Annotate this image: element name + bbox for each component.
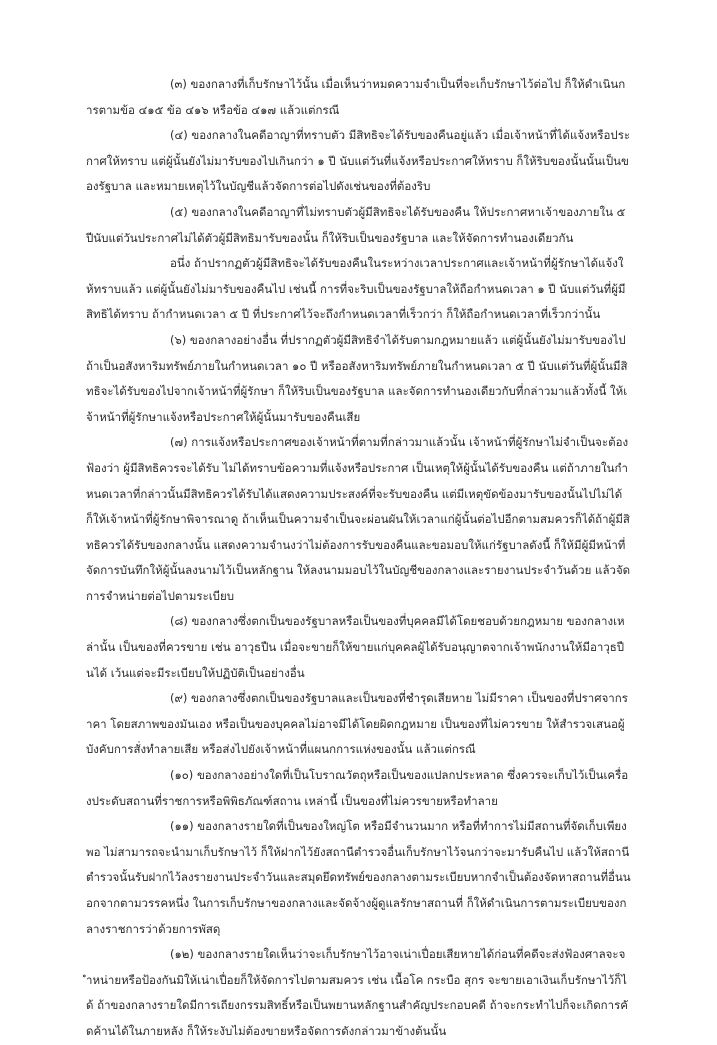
- paragraph-7: (๗) การแจ้งหรือประกาศของเจ้าหน้าที่ตามที่กล่าวมาแล้วนั้น เจ้าหน้าที่ผู้รักษาไม่จำเป็นจะต้องฟ้องว่า ผู้มีสิทธิควรจะได้รับ ไม่ได้ทราบข้อความที่แจ้งหรือประกาศ เป็นเหตุให้ผู้นั้นได้รับของคืน แต่ถ้าภายในกำหนดเวลาที่กล่าวนั้นมีสิทธิควรได้รับได้แสดงความประสงค์ที่จะรับของคืน แต่มีเหตุขัดข้องมารับของนั้นไปไม่ได้ ก็ให้เจ้าหน้าที่ผู้รักษาพิจารณาดู ถ้าเห็นเป็นความจำเป็นจะผ่อนผันให้เวลาแก่ผู้นั้นต่อไปอีกตามสมควรก็ได้ถ้าผู้มีสิทธิควรได้รับของกลางนั้น แสดงความจำนงว่าไม่ต้องการรับของคืนและขอมอบให้แก่รัฐบาลดังนี้ ก็ให้มีผู้มีหน้าที่จัดการบันทึกให้ผู้นั้นลงนามไว้เป็นหลักฐาน ให้ลงนามมอบไว้ในบัญชีของกลางและรายงานประจำวันด้วย แล้วจัดการจำหน่ายต่อไปตามระเบียบ: [86, 435, 631, 603]
- paragraph-11: (๑๑) ของกลางรายใดที่เป็นของใหญ่โต หรือมีจำนวนมาก หรือที่ทำการไม่มีสถานที่จัดเก็บเพียงพอ ไม่สามารถจะนำมาเก็บรักษาไว้ ก็ให้ฝากไว้ยังสถานีตำรวจอื่นเก็บรักษาไว้จนกว่าจะมารับคืนไป แล้วให้สถานีตำรวจนั้นรับฝากไว้ลงรายงานประจำวันและสมุดยึดทรัพย์ของกลางตามระเบียบหากจำเป็นต้องจัดหาสถานที่อื่นนอกจากตามวรรคหนึ่ง ในการเก็บรักษาของกลางและจัดจ้างผู้ดูแลรักษาสถานที่ ก็ให้ดำเนินการตามระเบียบของกลางราชการว่าด้วยการพัสดุ: [86, 819, 631, 936]
- paragraph-8: (๘) ของกลางซึ่งตกเป็นของรัฐบาลหรือเป็นของที่บุคคลมีได้โดยชอบด้วยกฎหมาย ของกลางเหล่านั้น เป็นของที่ควรขาย เช่น อาวุธปืน เมื่อจะขายก็ให้ขายแก่บุคคลผู้ได้รับอนุญาตจากเจ้าพนักงานให้มีอาวุธปืนได้ เว้นแต่จะมีระเบียบให้ปฏิบัติเป็นอย่างอื่น: [86, 614, 625, 680]
- paragraph-3: (๓) ของกลางที่เก็บรักษาไว้นั้น เมื่อเห็นว่าหมดความจำเป็นที่จะเก็บรักษาไว้ต่อไป ก็ให้ดำเนินการตามข้อ ๔๑๕ ข้อ ๔๑๖ หรือข้อ ๔๑๗ แล้วแต่กรณี: [86, 77, 626, 117]
- paragraph-5: (๕) ของกลางในคดีอาญาที่ไม่ทราบตัวผู้มีสิทธิจะได้รับของคืน ให้ประกาศหาเจ้าของภายใน ๕ ปีนับแต่วันประกาศไม่ได้ตัวผู้มีสิทธิมารับของนั้น ก็ให้ริบเป็นของรัฐบาล และให้จัดการทำนองเดียวกัน: [86, 204, 626, 245]
- paragraph-12: (๑๒) ของกลางรายใดเห็นว่าจะเก็บรักษาไว้อาจเน่าเปื่อยเสียหายได้ก่อนที่คดีจะส่งฟ้องศาลจะจำหน่ายหรือป้องกันมิให้เน่าเปื่อยก็ให้จัดการไปตามสมควร เช่น เนื้อโค กระบือ สุกร จะขายเอาเงินเก็บรักษาไว้ก็ได้ ถ้าของกลางรายใดมีการเถียงกรรมสิทธิ์หรือเป็นพยานหลักฐานสำคัญประกอบคดี ถ้าจะกระทำไปก็จะเกิดการคัดค้านได้ในภายหลัง ก็ให้ระงับไม่ต้องขายหรือจัดการดังกล่าวมาข้างต้นนั้น: [86, 947, 628, 1038]
- paragraph-5-note: อนึ่ง ถ้าปรากฏตัวผู้มีสิทธิจะได้รับของคืนในระหว่างเวลาประกาศและเจ้าหน้าที่ผู้รักษาได้แจ้งให้ทราบแล้ว แต่ผู้นั้นยังไม่มารับของคืนไป เช่นนี้ การที่จะริบเป็นของรัฐบาลให้ถือกำหนดเวลา ๑ ปี นับแต่วันที่ผู้มีสิทธิได้ทราบ ถ้ากำหนดเวลา ๕ ปี ที่ประกาศไว้จะถึงกำหนดเวลาที่เร็วกว่า ก็ให้ถือกำหนดเวลาที่เร็วกว่านั้น: [86, 256, 626, 322]
- paragraph-6: (๖) ของกลางอย่างอื่น ที่ปรากฏตัวผู้มีสิทธิจำได้รับตามกฎหมายแล้ว แต่ผู้นั้นยังไม่มารับของไป ถ้าเป็นอสังหาริมทรัพย์ภายในกำหนดเวลา ๑๐ ปี หรืออสังหาริมทรัพย์ภายในกำหนดเวลา ๕ ปี นับแต่วันที่ผู้นั้นมีสิทธิจะได้รับของไปจากเจ้าหน้าที่ผู้รักษา ก็ให้ริบเป็นของรัฐบาล และจัดการทำนองเดียวกับที่กล่าวมาแล้วทั้งนี้ ให้เจ้าหน้าที่ผู้รักษาแจ้งหรือประกาศให้ผู้นั้นมารับของคืนเสีย: [86, 332, 628, 424]
- paragraph-10: (๑๐) ของกลางอย่างใดที่เป็นโบราณวัตถุหรือเป็นของแปลกประหลาด ซึ่งควรจะเก็บไว้เป็นเครื่องประดับสถานที่ราชการหรือพิพิธภัณฑ์สถาน เหล่านี้ เป็นของที่ไม่ควรขายหรือทำลาย: [86, 768, 629, 808]
- paragraph-4: (๔) ของกลางในคดีอาญาที่ทราบตัว มีสิทธิจะได้รับของคืนอยู่แล้ว เมื่อเจ้าหน้าที่ได้แจ้งหรือประกาศให้ทราบ แต่ผู้นั้นยังไม่มารับของไปเกินกว่า ๑ ปี นับแต่วันที่แจ้งหรือประกาศให้ทราบ ก็ให้ริบของนั้นนั้นเป็นของรัฐบาล และหมายเหตุไว้ในบัญชีแล้วจัดการต่อไปดังเช่นของที่ต้องริบ: [86, 128, 631, 194]
- paragraph-9: (๙) ของกลางซึ่งตกเป็นของรัฐบาลและเป็นของที่ชำรุดเสียหาย ไม่มีราคา เป็นของที่ปราศจากราคา โดยสภาพของมันเอง หรือเป็นของบุคคลไม่อาจมีได้โดยผิดกฎหมาย เป็นของที่ไม่ควรขาย ให้สำรวจเสนอผู้บังคับการสั่งทำลายเสีย หรือส่งไปยังเจ้าหน้าที่แผนกการแห่งของนั้น แล้วแต่กรณี: [86, 691, 628, 757]
